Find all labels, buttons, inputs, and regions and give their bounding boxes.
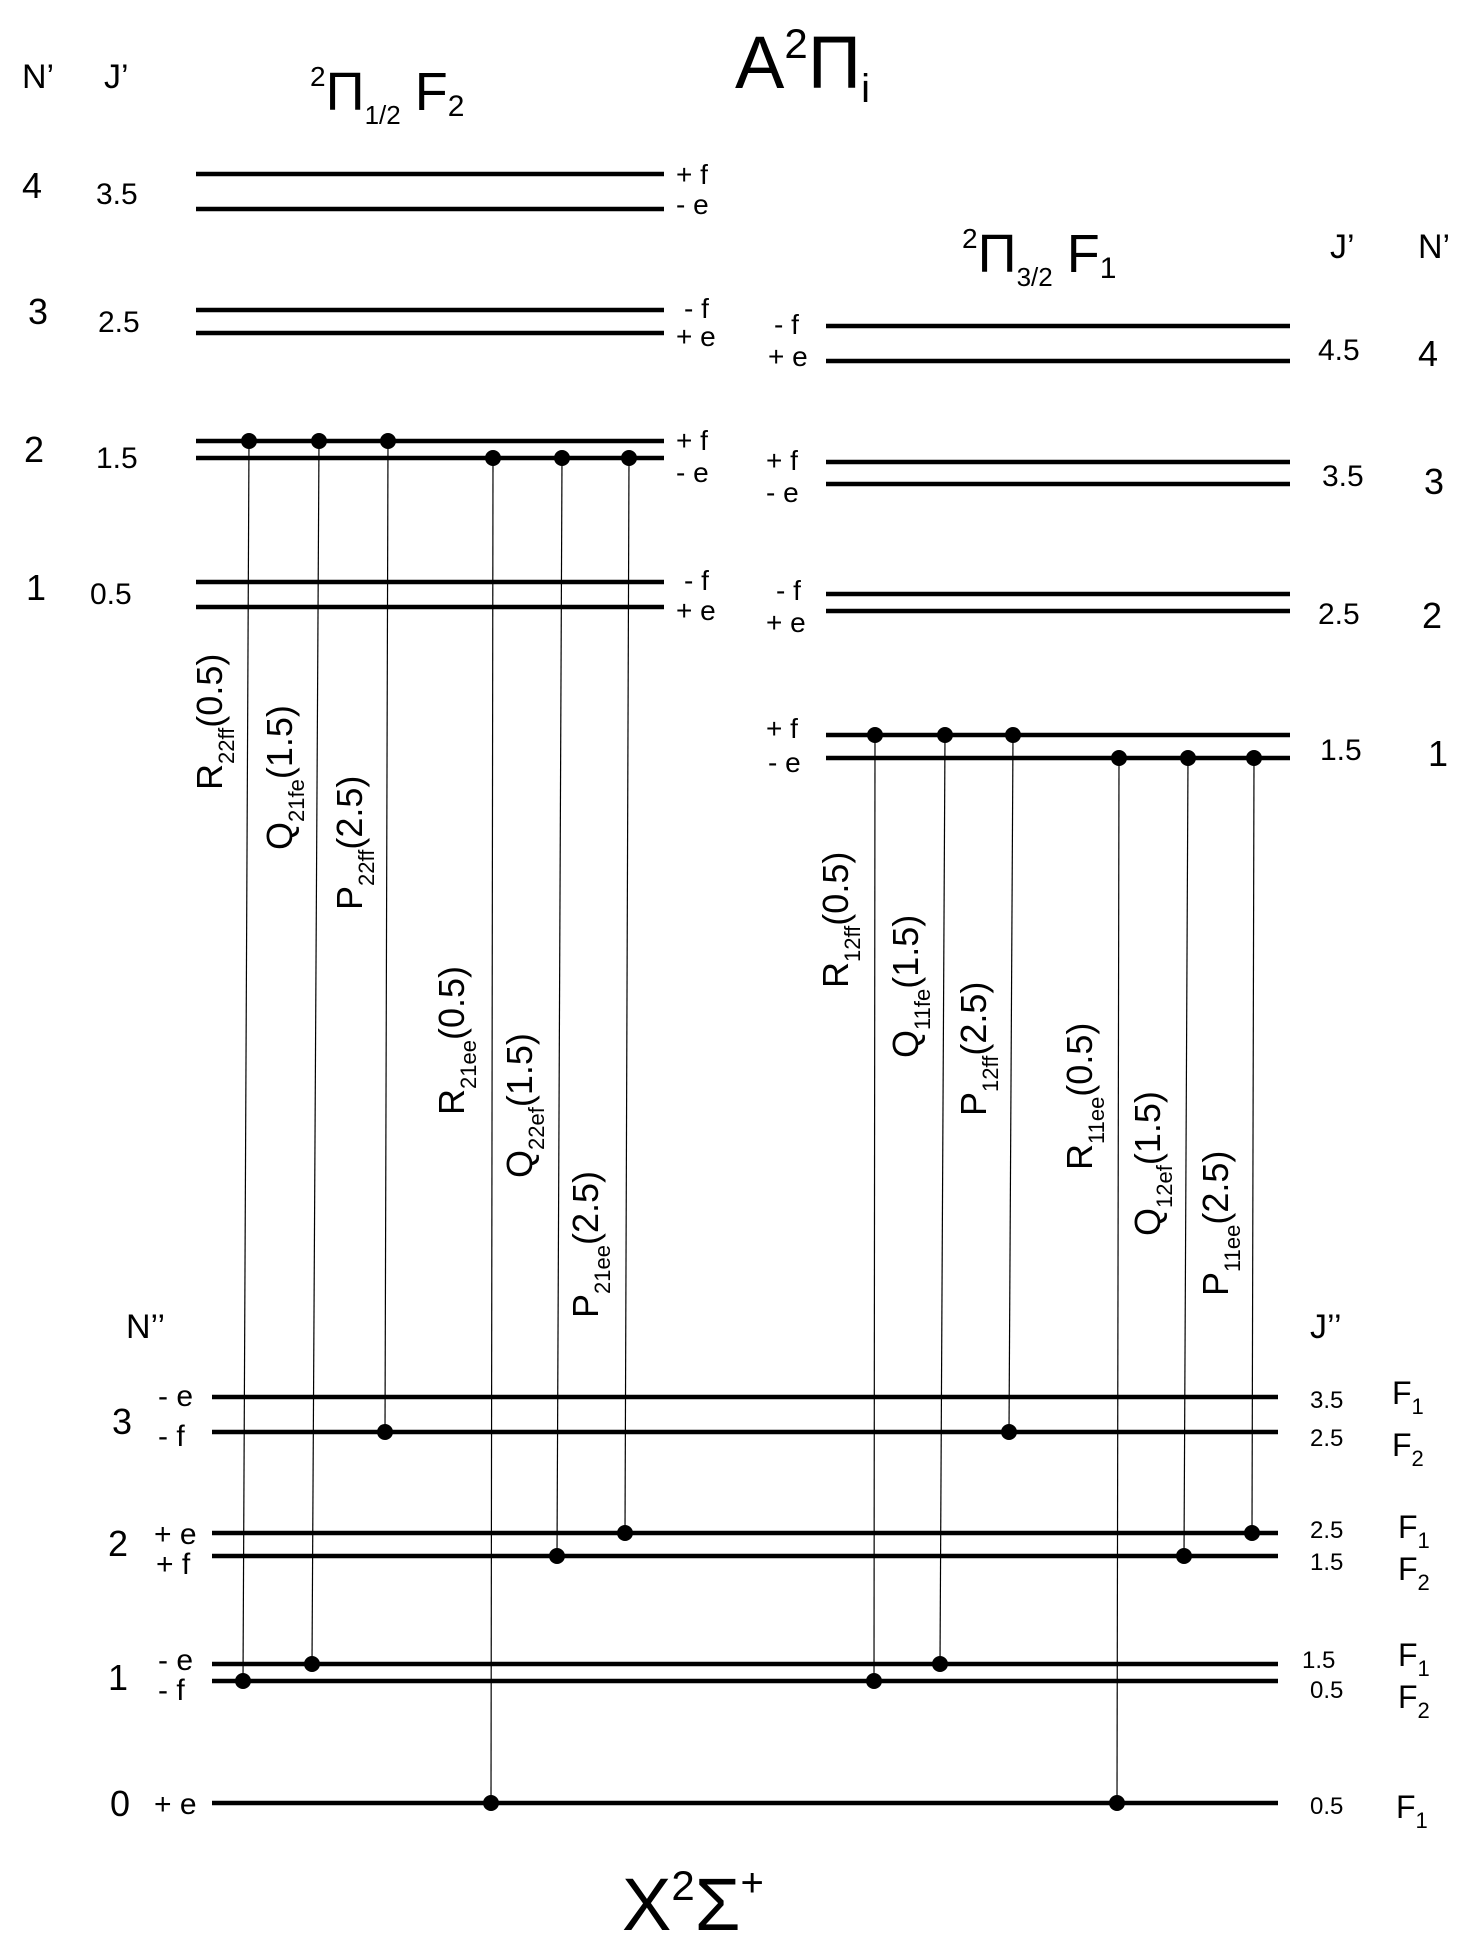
parity-label: - f [684,293,709,324]
transition-endpoint [866,1673,882,1689]
f-component-label: $F_1$ [1398,1637,1430,1681]
parity-label: - e [768,747,801,778]
transition-line [385,441,388,1432]
transition-endpoint [617,1525,633,1541]
transition-endpoint [1246,750,1262,766]
transition-endpoint [554,450,570,466]
transition-line [940,735,945,1664]
f-component-label: $F_2$ [1392,1427,1424,1471]
transition-endpoint [1001,1424,1017,1440]
parity-label: - f [158,1674,185,1707]
level-j-label: 2.5 [1310,1517,1344,1544]
transition-label: $Q_{11fe}(1.5)$ [885,914,935,1058]
transition-endpoint [380,433,396,449]
transition-label: $P_{21ee}(2.5)$ [565,1171,615,1318]
level-n-label: 3 [112,1401,133,1442]
transition-line [557,458,562,1556]
lower-state-title: $X^2\Sigma^+$ [622,1861,764,1946]
level-j-label: 2.5 [98,306,140,339]
parity-label: - f [684,565,709,596]
f-component-label: $F_1$ [1398,1509,1430,1553]
transition-endpoint [867,727,883,743]
transition-label: $Q_{12ef}(1.5)$ [1127,1091,1177,1236]
level-j-label: 1.5 [1310,1549,1344,1576]
right-n-header: N’ [1418,228,1451,266]
left-upper-levels [22,159,716,626]
transition-endpoint [1176,1548,1192,1564]
level-n-label: 1 [26,567,47,608]
level-j-label: 3.5 [1322,460,1364,493]
transition-endpoint [235,1673,251,1689]
transition-label: $Q_{21fe}(1.5)$ [259,705,309,850]
transition-label: $P_{22ff}(2.5)$ [329,775,379,910]
transition-label: $R_{11ee}(0.5)$ [1059,1022,1109,1170]
parity-label: - e [766,477,799,508]
level-j-label: 1.5 [1320,734,1362,767]
right-manifold-title: $^2\Pi_{3/2}$ F1 [962,223,1117,292]
transition-line [1117,758,1119,1803]
transition-endpoint [937,727,953,743]
transition-label: $R_{21ee}(0.5)$ [431,966,481,1115]
level-n-label: 2 [24,429,45,470]
parity-label: + e [154,1518,197,1551]
transition-endpoint [1111,750,1127,766]
parity-label: + f [676,159,708,190]
transition-line [1184,758,1188,1556]
lower-state-levels [108,1308,1430,1833]
level-j-label: 3.5 [1310,1387,1344,1414]
parity-label: + e [676,321,716,352]
level-j-label: 4.5 [1318,334,1360,367]
level-j-label: 1.5 [1302,1647,1336,1674]
level-n-label: 3 [28,291,49,332]
parity-label: + f [766,445,798,476]
upper-state-title: $A^2\Pi i$ [735,20,871,111]
f-component-label: $F_2$ [1398,1551,1430,1595]
transition-line [1009,735,1013,1432]
transition-endpoint [1180,750,1196,766]
level-n-label: 3 [1424,461,1445,502]
transition-endpoint [377,1424,393,1440]
parity-label: + e [766,607,806,638]
f-component-label: $F_1$ [1396,1789,1428,1833]
transition-endpoint [1005,727,1021,743]
lower-j-header: J’’ [1310,1308,1342,1346]
level-j-label: 2.5 [1318,598,1360,631]
transition-line [874,735,875,1681]
level-j-label: 0.5 [90,578,132,611]
transition-endpoint [621,450,637,466]
parity-label: - e [158,1380,194,1413]
level-n-label: 2 [1422,595,1443,636]
level-j-label: 2.5 [1310,1425,1344,1452]
parity-label: - f [776,575,801,606]
level-n-label: 1 [108,1657,129,1698]
transition-line [312,441,319,1664]
col-j-header: J’ [104,58,129,96]
transition-label: $P_{12ff}(2.5)$ [953,981,1003,1116]
level-n-label: 1 [1428,733,1449,774]
parity-label: - f [158,1420,185,1453]
transition-endpoint [1109,1795,1125,1811]
parity-label: - e [676,189,709,220]
right-j-header: J’ [1330,228,1355,266]
parity-label: - f [774,309,799,340]
level-j-label: 0.5 [1310,1793,1344,1820]
transition-endpoint [549,1548,565,1564]
transition-label: $R_{12ff}(0.5)$ [815,851,865,988]
transition-label: $R_{22ff}(0.5)$ [189,653,239,790]
parity-label: + e [154,1788,197,1821]
transition-endpoint [932,1656,948,1672]
transition-endpoint [485,450,501,466]
transition-endpoint [241,433,257,449]
level-j-label: 1.5 [96,442,138,475]
parity-label: - e [158,1644,194,1677]
level-n-label: 4 [1418,333,1439,374]
level-n-label: 2 [108,1523,129,1564]
level-j-label: 0.5 [1310,1677,1344,1704]
transition-endpoint [1244,1525,1260,1541]
level-n-label: 0 [110,1783,131,1824]
parity-label: + f [676,425,708,456]
transition-label: $P_{11ee}(2.5)$ [1195,1150,1245,1296]
parity-label: - e [676,457,709,488]
col-n-header: N’ [22,58,55,96]
parity-label: + e [768,341,808,372]
level-n-label: 4 [22,165,43,206]
transition-labels [189,654,1245,1318]
transition-endpoint [304,1656,320,1672]
level-j-label: 3.5 [96,178,138,211]
transition-line [491,458,493,1803]
transition-endpoint [483,1795,499,1811]
right-upper-levels [766,309,1448,778]
left-manifold-title: $^2\Pi_{1/2}$ F2 [310,61,465,130]
transition-line [243,441,249,1681]
f-component-label: $F_2$ [1398,1679,1430,1723]
transition-line [1252,758,1254,1533]
parity-label: + f [766,713,798,744]
f-component-label: $F_1$ [1392,1375,1424,1419]
parity-label: + f [156,1548,191,1581]
transition-line [625,458,629,1533]
transition-label: $Q_{22ef}(1.5)$ [499,1033,549,1178]
transition-endpoint [311,433,327,449]
parity-label: + e [676,595,716,626]
lower-n-header: N’’ [126,1308,166,1346]
